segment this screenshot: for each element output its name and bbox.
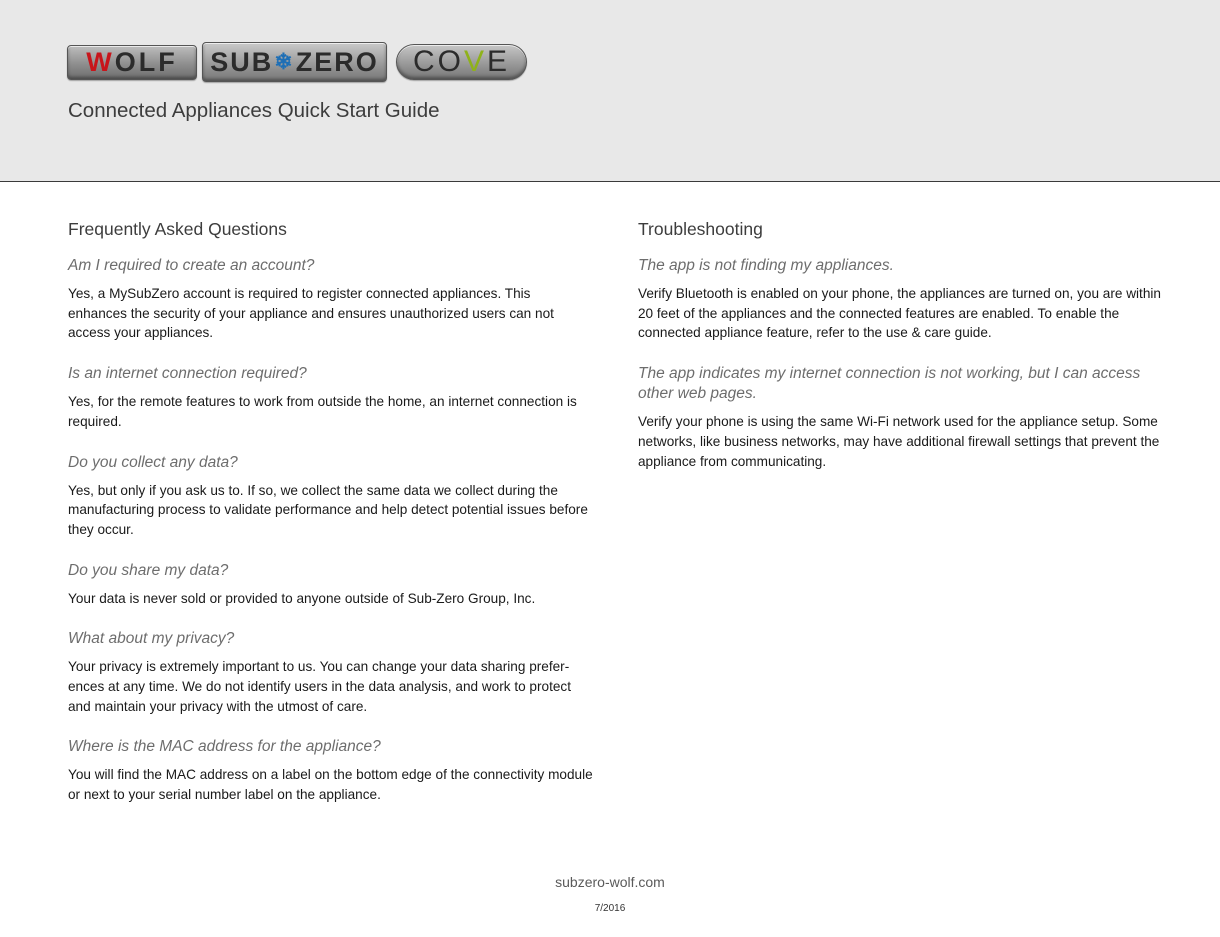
cove-logo-mark: V: [463, 45, 487, 78]
troubleshooting-question: The app is not finding my appliances.: [638, 257, 894, 274]
subzero-logo: SUB ❄ ZERO: [202, 42, 387, 82]
faq-answer: You will find the MAC address on a label on the bottom edge of the connectivity module or next to your serial number label on the appliance.: [68, 767, 593, 803]
faq-question: Do you collect any data?: [68, 453, 238, 471]
cove-logo: CO V E: [396, 44, 527, 80]
faq-item: [68, 453, 593, 540]
faq-answer: Yes, for the remote features to work from outside the home, an internet connection is required.: [68, 394, 577, 429]
faq-heading: Frequently Asked Questions: [68, 219, 287, 239]
wolf-logo: W OLF: [67, 45, 197, 80]
faq-answer: Yes, but only if you ask us to. If so, we collect the same data we collect during the manufacturing process to validate performance and help detect potential issues before they occur.: [68, 482, 588, 537]
faq-question: Am I required to create an account?: [68, 257, 315, 274]
footer-date: 7/2016: [594, 903, 626, 914]
faq-answer: Your data is never sold or provided to anyone outside of Sub-Zero Group, Inc.: [68, 590, 536, 606]
header: [0, 0, 1220, 182]
troubleshooting-column: [638, 219, 1163, 492]
faq-item: [68, 629, 593, 716]
faq-column: [68, 219, 593, 826]
wolf-logo-mark: W: [86, 47, 115, 77]
troubleshooting-heading: Troubleshooting: [638, 219, 763, 239]
troubleshooting-answer: Verify Bluetooth is enabled on your phone, the appliances are turned on, you are within 20 feet of the appliances and the connected features are enabled. To enable the connected appliance feature, refer to the use & care guide.: [638, 286, 1161, 341]
troubleshooting-answer: Verify your phone is using the same Wi-Fi network used for the appliance setup. Some networks, like business networks, may have additional firewall settings that prevent the appliance from communicating.: [638, 414, 1160, 469]
faq-question: Where is the MAC address for the appliance?: [68, 738, 381, 756]
faq-item: [68, 256, 593, 343]
troubleshooting-item: [638, 364, 1163, 471]
snowflake-icon: ❄: [274, 49, 295, 74]
faq-question: Do you share my data?: [68, 561, 229, 579]
troubleshooting-question: The app indicates my internet connection is not working, but I can access other web pages.: [638, 365, 1141, 403]
faq-item: [68, 364, 593, 431]
faq-question: Is an internet connection required?: [68, 365, 307, 383]
faq-question: What about my privacy?: [68, 630, 235, 648]
footer-website-link[interactable]: subzero-wolf.com: [555, 874, 665, 890]
faq-answer: Your privacy is extremely important to us. You can change your data sharing preferences at any time. We do not identify users in the data analysis, and work to protect and maintain your privacy with the utmost of care.: [68, 659, 571, 714]
troubleshooting-item: [638, 256, 1163, 343]
faq-item: [68, 737, 593, 804]
faq-answer: Yes, a MySubZero account is required to register connected appliances. This enhances the security of your appliance and ensures unauthorized users can not access your appliances.: [68, 286, 554, 341]
page-title: Connected Appliances Quick Start Guide: [68, 99, 440, 122]
faq-item: [68, 561, 593, 609]
